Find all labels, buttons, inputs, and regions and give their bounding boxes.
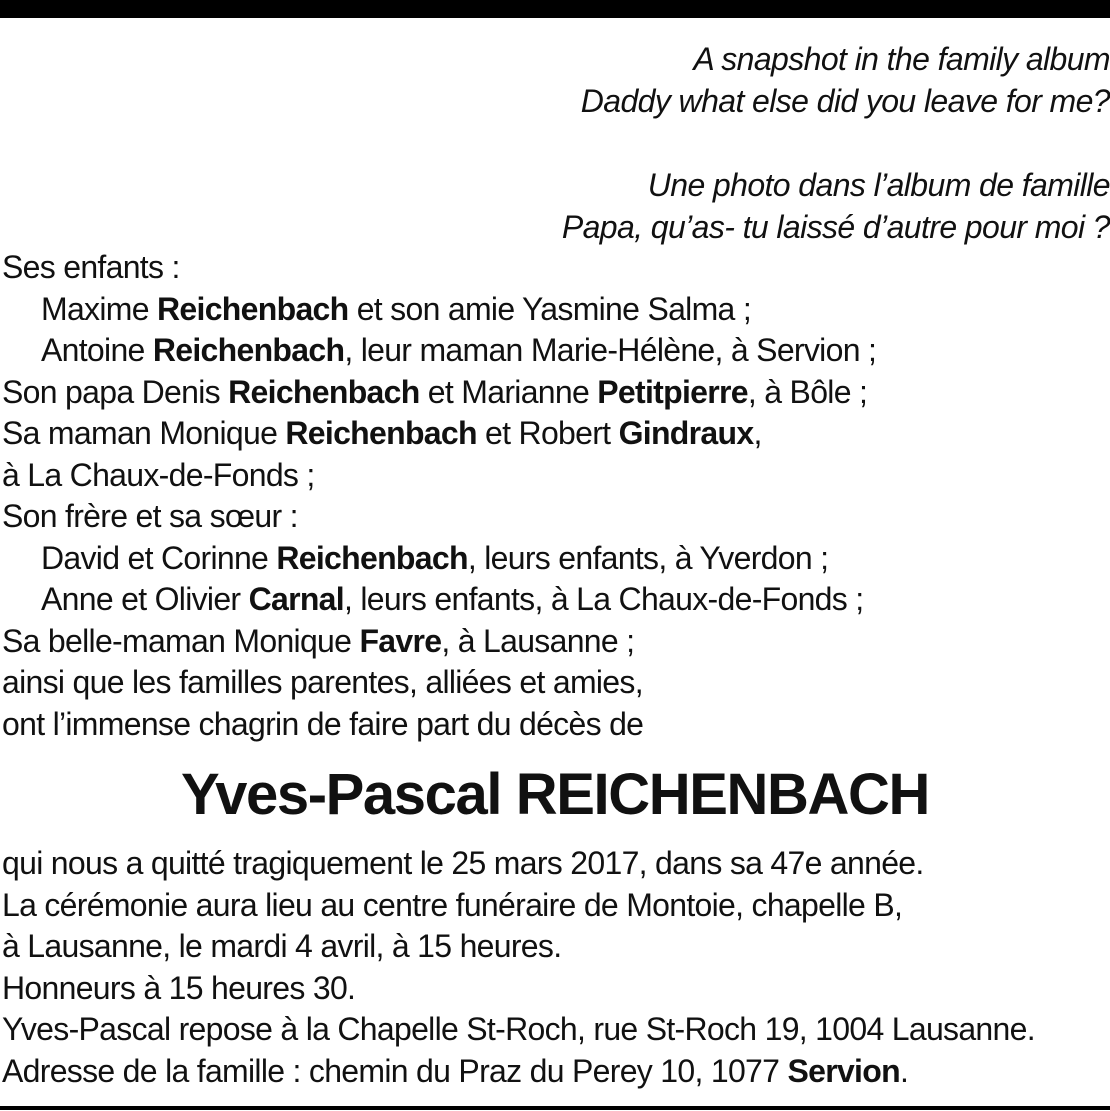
siblings-label: Son frère et sa sœur : (2, 498, 298, 534)
given-name: David et Corinne (41, 539, 277, 576)
surname: Favre (359, 622, 442, 659)
surname: Reichenbach (157, 290, 349, 327)
family-address-line (2, 1051, 1107, 1093)
family-list (2, 247, 1107, 745)
member-detail: , leur maman Marie-Hélène, à Servion ; (344, 332, 877, 368)
address-end: . (899, 1052, 909, 1089)
given-name: Son papa Denis (2, 373, 229, 410)
families-line: ainsi que les familles parentes, alliées et amies, (2, 664, 643, 700)
member-detail: et Robert (476, 415, 619, 451)
epigraph-poem (10, 38, 1110, 248)
member-detail: , (753, 415, 762, 451)
family-member-line (2, 289, 1107, 331)
member-detail: , à Lausanne ; (441, 622, 635, 659)
member-detail: , leurs enfants, à Yverdon ; (467, 539, 829, 576)
family-member-line (2, 413, 1107, 455)
family-member-line (2, 538, 1107, 580)
ceremony-details (2, 843, 1107, 1092)
surname: Reichenbach (276, 539, 468, 576)
address-town: Servion (787, 1052, 900, 1089)
family-member-line: à La Chaux-de-Fonds ; (2, 456, 315, 493)
poem-line: A snapshot in the family album (693, 41, 1110, 77)
given-name: Antoine (41, 332, 153, 368)
given-name: Maxime (41, 290, 158, 327)
poem-stanza-gap (10, 122, 1110, 164)
detail-line: Honneurs à 15 heures 30. (2, 969, 356, 1006)
surname: Reichenbach (228, 373, 420, 410)
member-detail: et Marianne (419, 373, 598, 410)
family-member-line (2, 372, 1107, 414)
detail-line: La cérémonie aura lieu au centre funéraire de Montoie, chapelle B, (2, 886, 903, 923)
surname: Gindraux (618, 415, 754, 451)
top-border-rule (0, 0, 1110, 18)
family-member-line (2, 330, 1107, 372)
detail-line: qui nous a quitté tragiquement le 25 mars 2017, dans sa 47e année. (2, 845, 924, 881)
children-label: Ses enfants : (2, 249, 180, 285)
deceased-name: Yves-Pascal REICHENBACH (181, 762, 929, 827)
bottom-border-rule (0, 1106, 1110, 1110)
poem-line: Papa, qu’as- tu laissé d’autre pour moi ? (561, 209, 1110, 245)
member-detail: et son amie Yasmine Salma ; (348, 290, 752, 327)
given-name: Anne et Olivier (41, 581, 249, 617)
detail-line: à Lausanne, le mardi 4 avril, à 15 heures. (2, 928, 562, 964)
given-name: Sa maman Monique (2, 415, 286, 451)
surname: Reichenbach (285, 415, 477, 451)
poem-line: Daddy what else did you leave for me? (580, 83, 1110, 119)
family-member-line (2, 621, 1107, 663)
surname: Reichenbach (152, 332, 345, 368)
surname: Petitpierre (597, 373, 748, 410)
member-detail: , leurs enfants, à La Chaux-de-Fonds ; (343, 581, 864, 617)
member-detail: , à Bôle ; (747, 373, 868, 410)
detail-line: Yves-Pascal repose à la Chapelle St-Roch, rue St-Roch 19, 1004 Lausanne. (2, 1011, 1035, 1047)
surname: Carnal (248, 581, 344, 617)
given-name: Sa belle-maman Monique (2, 622, 360, 659)
address-text: Adresse de la famille : chemin du Praz du Perey 10, 1077 (2, 1052, 788, 1089)
announcement-line: ont l’immense chagrin de faire part du décès de (2, 705, 644, 742)
poem-line: Une photo dans l’album de famille (647, 167, 1110, 203)
family-member-line (2, 579, 1107, 621)
